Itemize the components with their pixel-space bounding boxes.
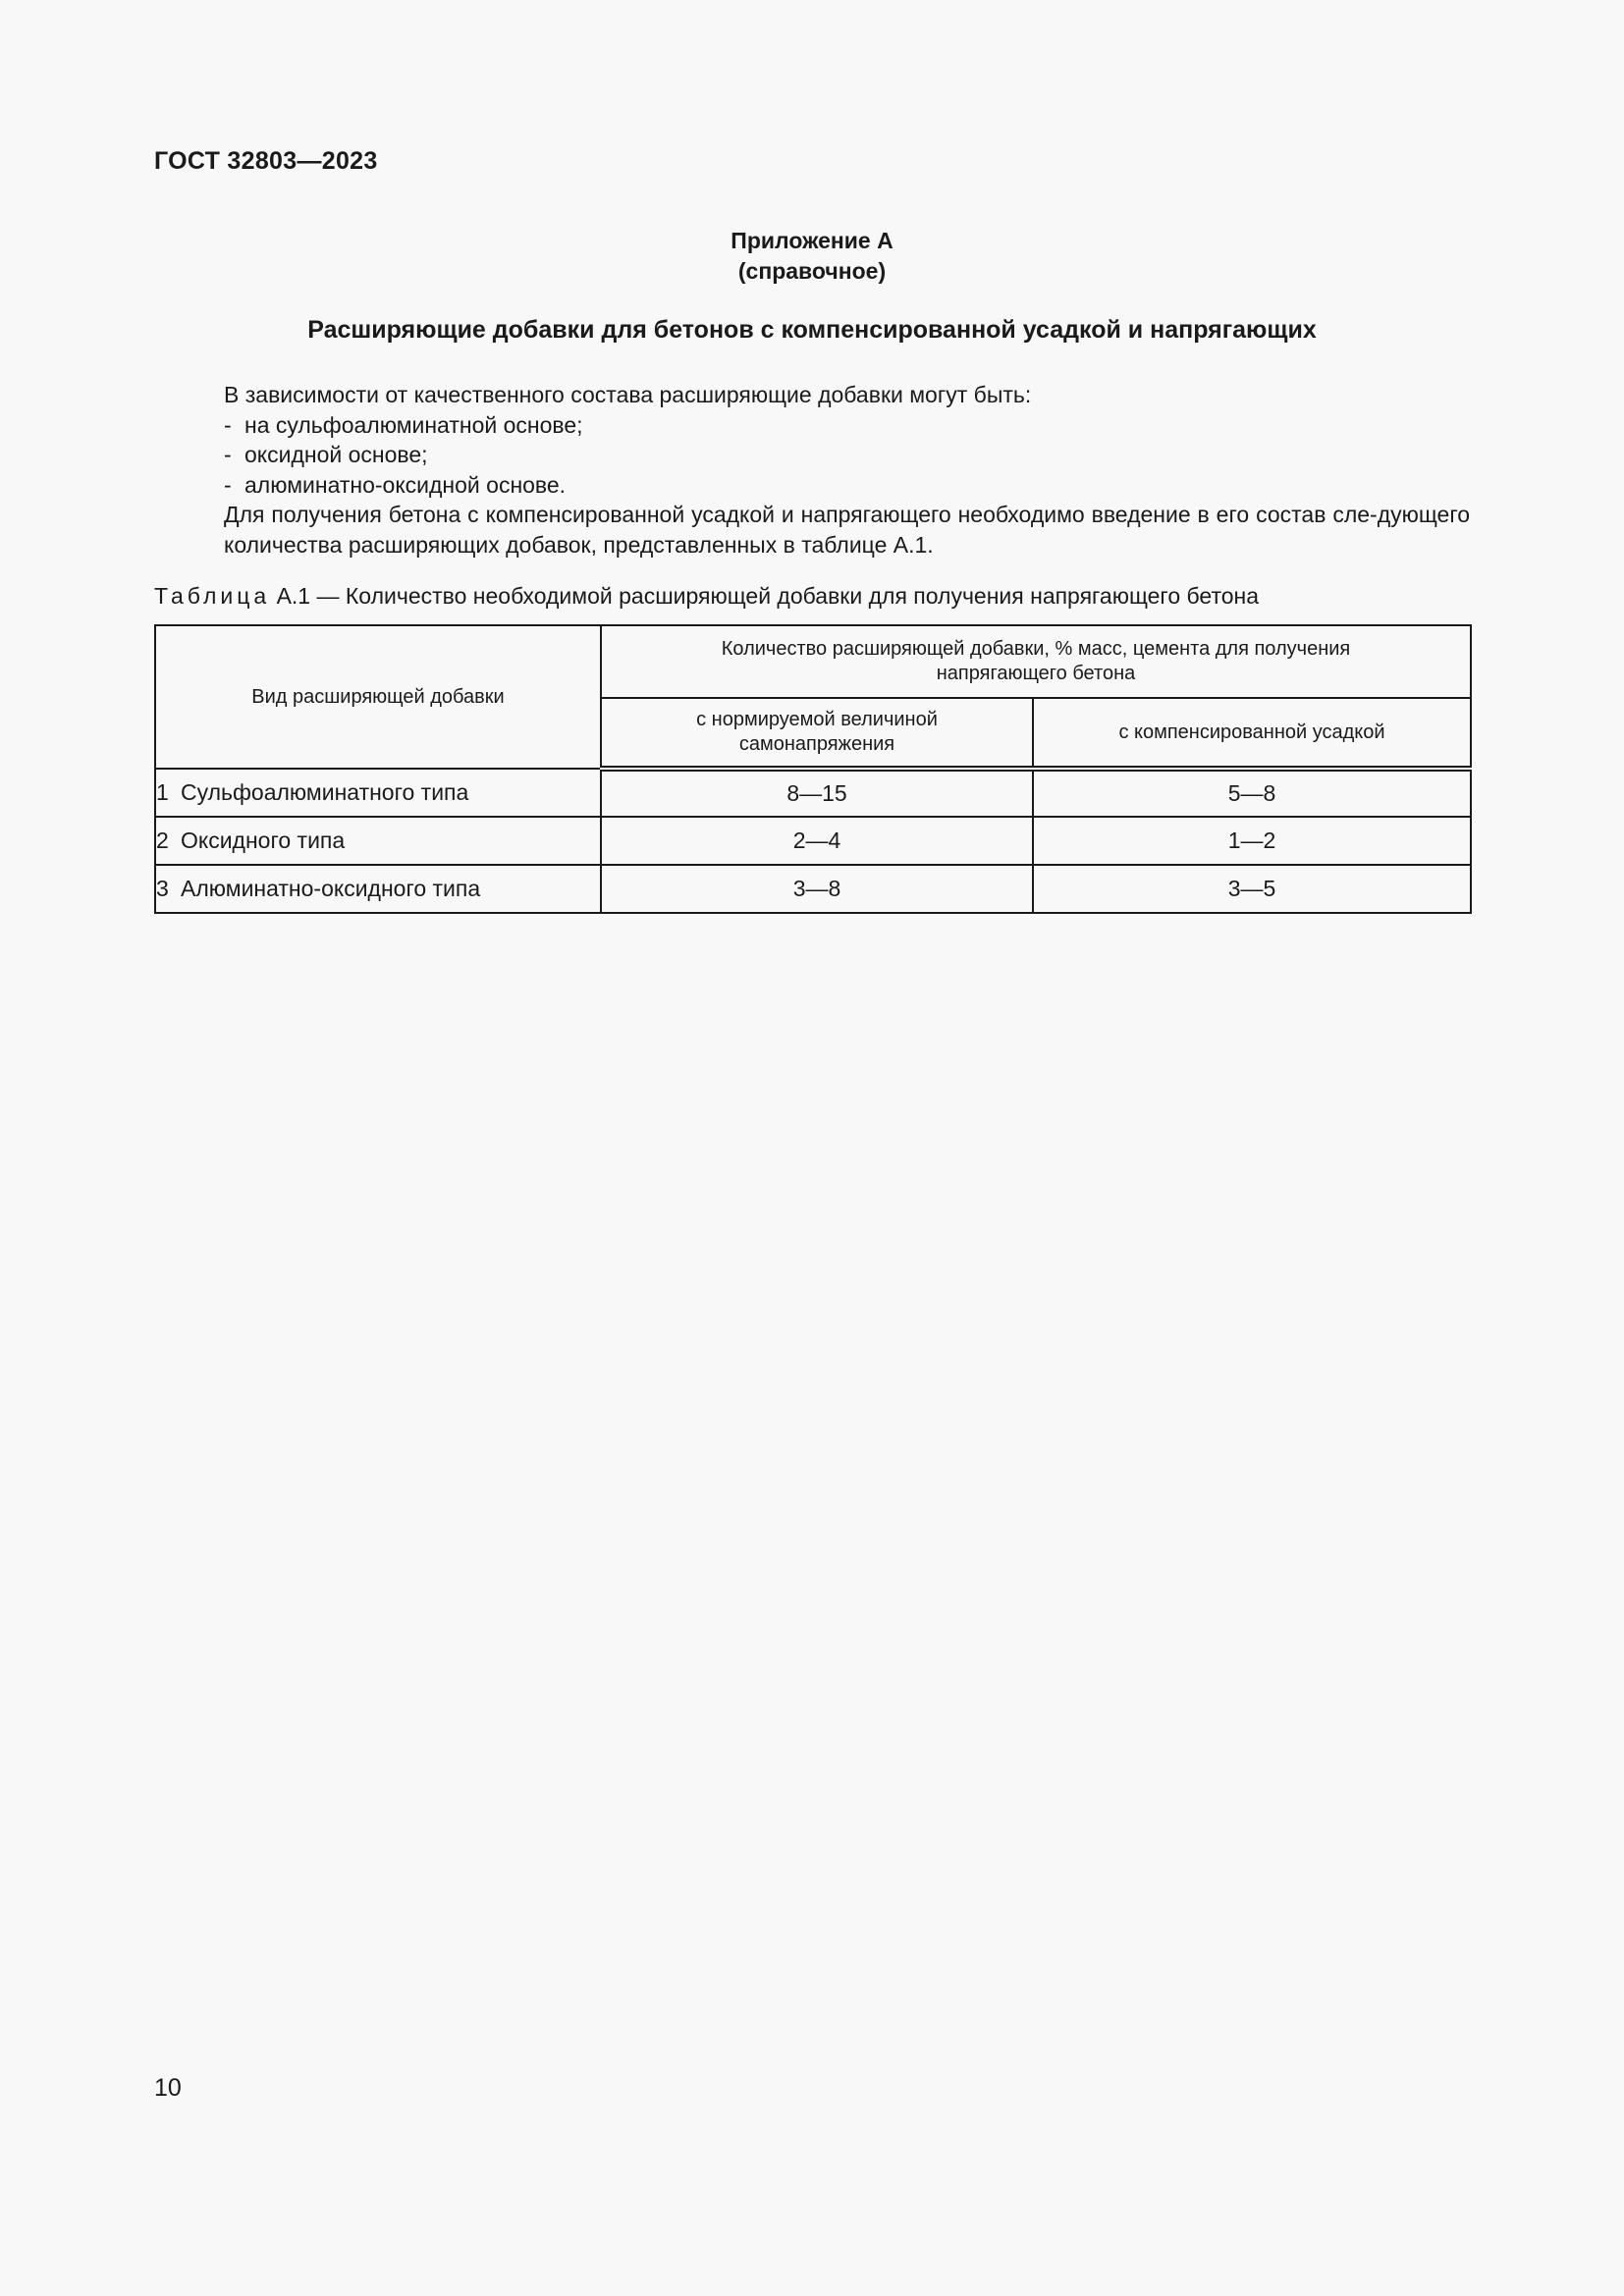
body-text: [154, 380, 1470, 560]
value-self-stress: 2—4: [601, 817, 1033, 865]
column-header-type: Вид расширяющей добавки: [155, 625, 601, 769]
value-compensated: 3—5: [1033, 865, 1471, 913]
list-item-text: на сульфоалюминатной основе;: [244, 411, 583, 438]
list-item-text: алюминатно-оксидной основе.: [244, 471, 567, 498]
document-code: ГОСТ 32803—2023: [154, 147, 378, 175]
list-item-text: оксидной основе;: [244, 442, 428, 467]
additive-cell: [155, 817, 601, 865]
table-caption-label: Таблица: [154, 583, 271, 609]
table-caption: [154, 583, 1259, 610]
table-caption-text: А.1 — Количество необходимой расширяющей добавки для получения напрягающего бетона: [276, 583, 1259, 609]
table-row: [155, 817, 1471, 865]
additive-cell: [155, 865, 601, 913]
additive-name: Оксидного типа: [181, 828, 346, 853]
value-self-stress: 3—8: [601, 865, 1033, 913]
annex-heading: [0, 226, 1624, 287]
column-header-self-stress: с нормируемой величиной самонапряжения: [601, 698, 1033, 769]
value-compensated: 1—2: [1033, 817, 1471, 865]
annex-status: (справочное): [737, 258, 887, 284]
row-number: 2: [156, 828, 169, 853]
list-item: - оксидной основе;: [224, 442, 428, 467]
page-number: 10: [154, 2074, 182, 2102]
table-header-row: [155, 625, 1471, 698]
row-number: 3: [156, 876, 169, 901]
column-header-group: Количество расширяющей добавки, % масс, цемента для получения напрягающего бетона: [601, 625, 1471, 698]
column-header-compensated: с компенсированной усадкой: [1033, 698, 1471, 769]
main-paragraph: Для получения бетона с компенсированной усадкой и напрягающего необходимо введение в его состав сле-дующего количества расширяющих добавок, представленных в таблице А.1.: [224, 502, 1470, 558]
row-number: 1: [156, 779, 169, 805]
value-compensated: 5—8: [1033, 769, 1471, 817]
table-row: [155, 769, 1471, 817]
table-row: [155, 865, 1471, 913]
section-title: Расширяющие добавки для бетонов с компенсированной усадкой и напрягающих: [307, 316, 1317, 344]
list-item: - на сульфоалюминатной основе;: [224, 411, 583, 438]
value-self-stress: 8—15: [601, 769, 1033, 817]
list-item: - алюминатно-оксидной основе.: [224, 471, 567, 498]
additive-name: Алюминатно-оксидного типа: [181, 876, 481, 901]
annex-title: Приложение А: [731, 228, 893, 253]
additive-cell: [155, 769, 601, 817]
additive-name: Сульфоалюминатного типа: [181, 779, 469, 805]
additives-table: [154, 624, 1472, 914]
intro-paragraph: В зависимости от качественного состава расширяющие добавки могут быть:: [224, 382, 1032, 407]
